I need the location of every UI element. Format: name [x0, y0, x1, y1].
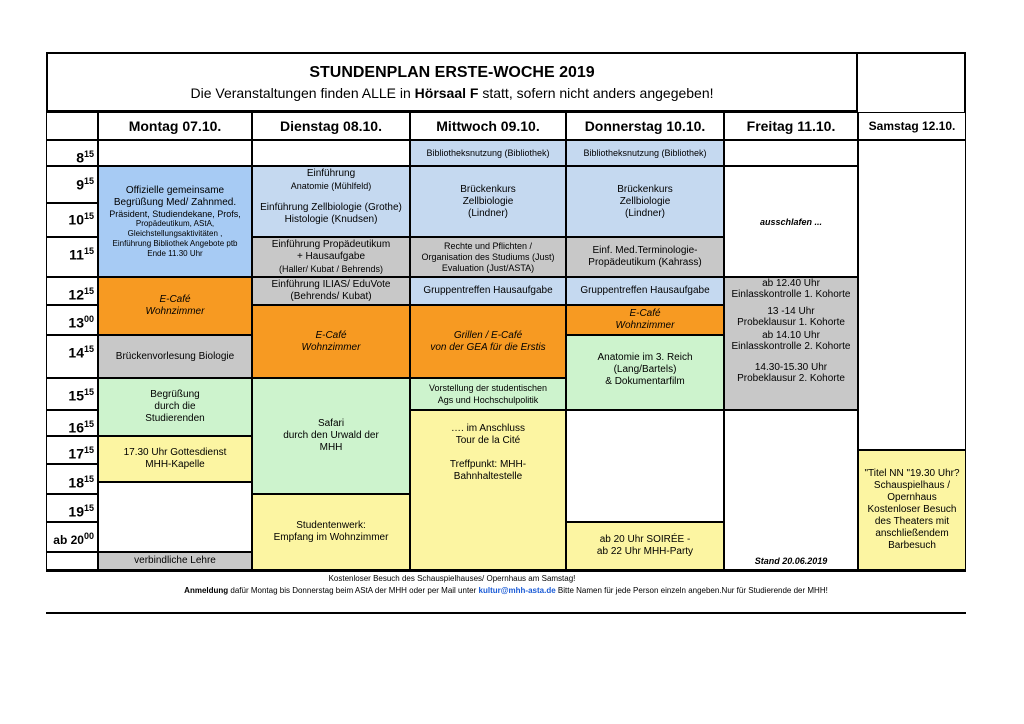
time-label: $11^{15}$ — [46, 237, 98, 277]
day-header-friday: Freitag 11.10. — [724, 112, 858, 140]
wednesday-ags-event: Vorstellung der studentischen Ags und Hochschulpolitik — [410, 378, 566, 410]
thursday-empty-slot — [566, 410, 724, 522]
tuesday-ilias-event: Einführung ILIAS/ EduVote (Behrends/ Kubat) — [252, 277, 410, 305]
page-title: STUNDENPLAN ERSTE-WOCHE 2019 — [309, 64, 595, 81]
time-label: $10^{15}$ — [46, 203, 98, 237]
thursday-library-event: Bibliotheksnutzung (Bibliothek) — [566, 140, 724, 166]
email-link[interactable]: kultur@mhh-asta.de — [478, 586, 556, 595]
tuesday-safari-event: Safari durch den Urwald der MHH — [252, 378, 410, 494]
monday-lecture-event: Brückenvorlesung Biologie — [98, 335, 252, 378]
monday-mandatory-label: verbindliche Lehre — [98, 552, 252, 570]
tuesday-empty-slot — [252, 140, 410, 166]
time-label: $12^{15}$ — [46, 277, 98, 305]
page-subtitle: Die Veranstaltungen finden ALLE in Hörsaal F statt, sofern nicht anders angegeben! — [190, 85, 714, 101]
time-label: ab $20^{00}$ — [46, 522, 98, 552]
wednesday-grill-event: Grillen / E-Café von der GEA für die Erstis — [410, 305, 566, 378]
footer-line-2: Anmeldung dafür Montag bis Donnerstag beim AStA der MHH oder per Mail unter kultur@mhh-asta.de Bitte Namen für jede Person einzeln angeben.Nur für Studierende der MHH! — [184, 586, 828, 595]
monday-service-event: 17.30 Uhr Gottesdienst MHH-Kapelle — [98, 436, 252, 482]
time-label: $17^{15}$ — [46, 436, 98, 464]
monday-ecafe-event: E-Café Wohnzimmer — [98, 277, 252, 335]
time-label: $19^{15}$ — [46, 494, 98, 522]
friday-empty-slot — [724, 140, 858, 166]
friday-stand-note: Stand 20.06.2019 — [724, 410, 858, 570]
monday-greeting-event: Begrüßung durch die Studierenden — [98, 378, 252, 436]
day-header-saturday: Samstag 12.10. — [858, 112, 966, 140]
divider-line — [46, 612, 966, 614]
wednesday-library-event: Bibliotheksnutzung (Bibliothek) — [410, 140, 566, 166]
thursday-ecafe-event: E-Café Wohnzimmer — [566, 305, 724, 335]
time-label: $9^{15}$ — [46, 166, 98, 203]
thursday-soiree-event: ab 20 Uhr SOIRÉE - ab 22 Uhr MHH-Party — [566, 522, 724, 570]
monday-empty-slot — [98, 140, 252, 166]
wednesday-rights-event: Rechte und Pflichten / Organisation des Studiums (Just) Evaluation (Just/ASTA) — [410, 237, 566, 277]
corner-cell — [46, 112, 98, 140]
tuesday-ecafe-event: E-Café Wohnzimmer — [252, 305, 410, 378]
time-label: $14^{15}$ — [46, 335, 98, 378]
time-label: $15^{15}$ — [46, 378, 98, 410]
monday-welcome-event: Offizielle gemeinsame Begrüßung Med/ Zahnmed. Präsident, Studiendekane, Profs, Propädeutikum, AStA, Gleichstellungsaktivitäten , Einführung Bibliothek Angebote ptb Ende 11.30 Uhr — [98, 166, 252, 277]
wednesday-bridge-event: Brückenkurs Zellbiologie (Lindner) — [410, 166, 566, 237]
time-label: $8^{15}$ — [46, 140, 98, 166]
time-label-empty — [46, 552, 98, 570]
monday-empty-slot — [98, 482, 252, 552]
thursday-group-event: Gruppentreffen Hausaufgabe — [566, 277, 724, 305]
day-header-thursday: Donnerstag 10.10. — [566, 112, 724, 140]
time-label: $16^{15}$ — [46, 410, 98, 436]
wednesday-tour-event: …. im Anschluss Tour de la Cité Treffpunkt: MHH- Bahnhaltestelle — [410, 410, 566, 570]
footer-line-1: Kostenloser Besuch des Schauspielhauses/ Opernhaus am Samstag! — [328, 574, 576, 583]
saturday-theatre-event: "Titel NN "19.30 Uhr? Schauspielhaus / Opernhaus Kostenloser Besuch des Theaters mit anschließendem Barbesuch — [858, 450, 966, 570]
wednesday-group-event: Gruppentreffen Hausaufgabe — [410, 277, 566, 305]
day-header-monday: Montag 07.10. — [98, 112, 252, 140]
tuesday-intro-event: Einführung Anatomie (Mühlfeld) Einführung Zellbiologie (Grothe) Histologie (Knudsen) — [252, 166, 410, 237]
day-header-tuesday: Dienstag 08.10. — [252, 112, 410, 140]
header-box — [46, 52, 858, 112]
friday-sleep-note: ausschlafen ... — [724, 166, 858, 277]
thursday-terminology-event: Einf. Med.Terminologie- Propädeutikum (Kahrass) — [566, 237, 724, 277]
tuesday-reception-event: Studentenwerk: Empfang im Wohnzimmer — [252, 494, 410, 570]
tuesday-prop-event: Einführung Propädeutikum + Hausaufgabe (Haller/ Kubat / Behrends) — [252, 237, 410, 277]
saturday-empty-slot — [858, 140, 966, 450]
thursday-bridge-event: Brückenkurs Zellbiologie (Lindner) — [566, 166, 724, 237]
day-header-wednesday: Mittwoch 09.10. — [410, 112, 566, 140]
time-label: $13^{00}$ — [46, 305, 98, 335]
time-label: $18^{15}$ — [46, 464, 98, 494]
friday-exam-event: ab 12.40 Uhr Einlasskontrolle 1. Kohorte 13 -14 Uhr Probeklausur 1. Kohorte ab 14.10 Uhr Einlasskontrolle 2. Kohorte 14.30-15.30 Uhr Probeklausur 2. Kohorte — [724, 277, 858, 410]
thursday-anatomy-event: Anatomie im 3. Reich (Lang/Bartels) & Dokumentarfilm — [566, 335, 724, 410]
